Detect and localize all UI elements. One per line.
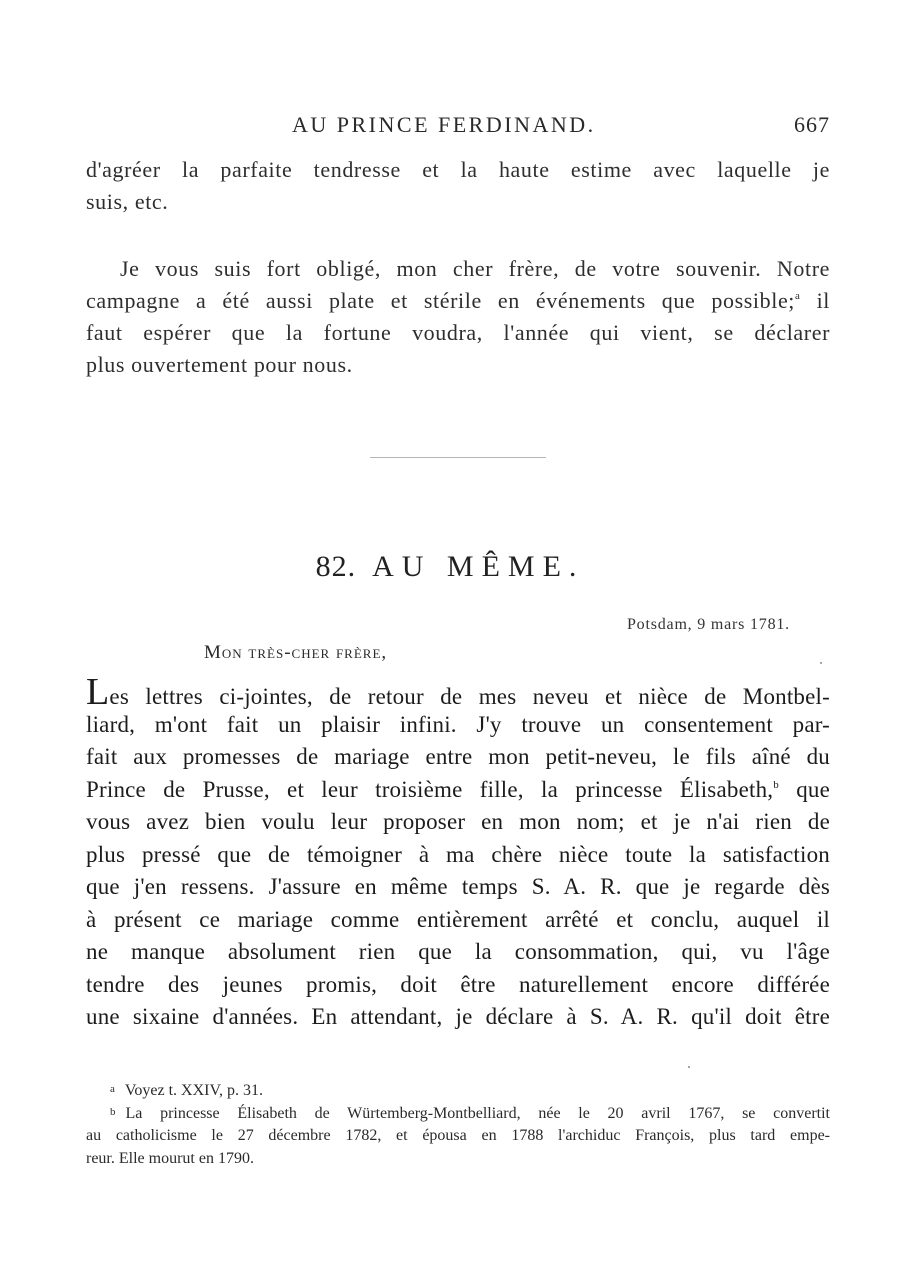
footnote-mark: a — [110, 1083, 115, 1095]
text-line — [86, 774, 830, 807]
text-line: que j'en ressens. J'assure en même temps S. A. R. que je regarde dès — [86, 874, 830, 899]
footnote-b — [86, 1101, 830, 1124]
text-line: liard, m'ont fait un plaisir infini. J'y trouve un consentement par- — [86, 711, 830, 737]
text-segment: il — [816, 288, 830, 313]
text-line — [86, 671, 830, 713]
text-segment: que — [796, 776, 830, 802]
text-line: d'agréer la parfaite tendresse et la haute estime avec laquelle je — [86, 157, 830, 182]
text-line: vous avez bien voulu leur proposer en mon nom; et je n'ai rien de — [86, 809, 830, 834]
footnotes — [86, 1078, 830, 1170]
text-line — [86, 285, 830, 317]
letter-number: 82. — [315, 550, 357, 583]
text-line: faut espérer que la fortune voudra, l'année qui vient, se déclarer — [86, 320, 830, 345]
text-line: fait aux promesses de mariage entre mon petit-neveu, le fils aîné du — [86, 744, 830, 769]
text-line: à présent ce mariage comme entièrement arrêté et conclu, auquel il — [86, 906, 830, 932]
footnote-ref-a: a — [795, 290, 801, 302]
running-title: AU PRINCE FERDINAND. — [292, 112, 596, 137]
footnote-text: au catholicisme le 27 décembre 1782, et épousa en 1788 l'archiduc François, plus tard empe- — [86, 1127, 830, 1144]
drop-cap: L — [86, 671, 110, 713]
text-line: une sixaine d'années. En attendant, je déclare à S. A. R. qu'il doit être — [86, 1004, 830, 1029]
text-line: plus pressé que de témoigner à ma chère nièce toute la satisfaction — [86, 841, 830, 867]
text-line: ne manque absolument rien que la consommation, qui, vu l'âge — [86, 939, 830, 964]
postscript-paragraph — [86, 253, 830, 381]
section-divider — [370, 457, 546, 458]
letter-title: AU MÊME. — [372, 550, 585, 583]
footnote-a — [86, 1078, 830, 1101]
salutation: Mon très-cher frère, — [204, 642, 388, 663]
text-line: tendre des jeunes promis, doit être naturellement encore différée — [86, 971, 830, 997]
text-line: suis, etc. — [86, 189, 169, 214]
running-head — [86, 112, 830, 142]
continuation-paragraph — [86, 154, 830, 218]
print-speck — [688, 1066, 690, 1068]
text-segment: es lettres ci-jointes, de retour de mes neveu et nièce de Montbel- — [109, 684, 830, 709]
letter-body — [86, 671, 830, 1034]
footnote-text: La princesse Élisabeth de Würtemberg-Montbelliard, née le 20 avril 1767, se convertit — [125, 1105, 830, 1122]
footnote-text: Voyez t. XXIV, p. 31. — [124, 1082, 263, 1099]
text-segment: Prince de Prusse, et leur troisième fille, la princesse Élisabeth, — [86, 776, 774, 802]
footnote-mark: b — [110, 1106, 116, 1118]
text-line: Je vous suis fort obligé, mon cher frère, de votre souvenir. Notre — [120, 256, 830, 281]
dateline: Potsdam, 9 mars 1781. — [626, 616, 790, 633]
letter-heading — [0, 550, 900, 584]
print-speck — [820, 662, 822, 664]
footnote-text: reur. Elle mourut en 1790. — [86, 1150, 254, 1167]
text-line: plus ouvertement pour nous. — [86, 352, 353, 377]
text-segment: campagne a été aussi plate et stérile en événements que possible; — [86, 288, 796, 313]
footnote-ref-b: b — [773, 778, 779, 791]
page-number: 667 — [794, 112, 830, 137]
